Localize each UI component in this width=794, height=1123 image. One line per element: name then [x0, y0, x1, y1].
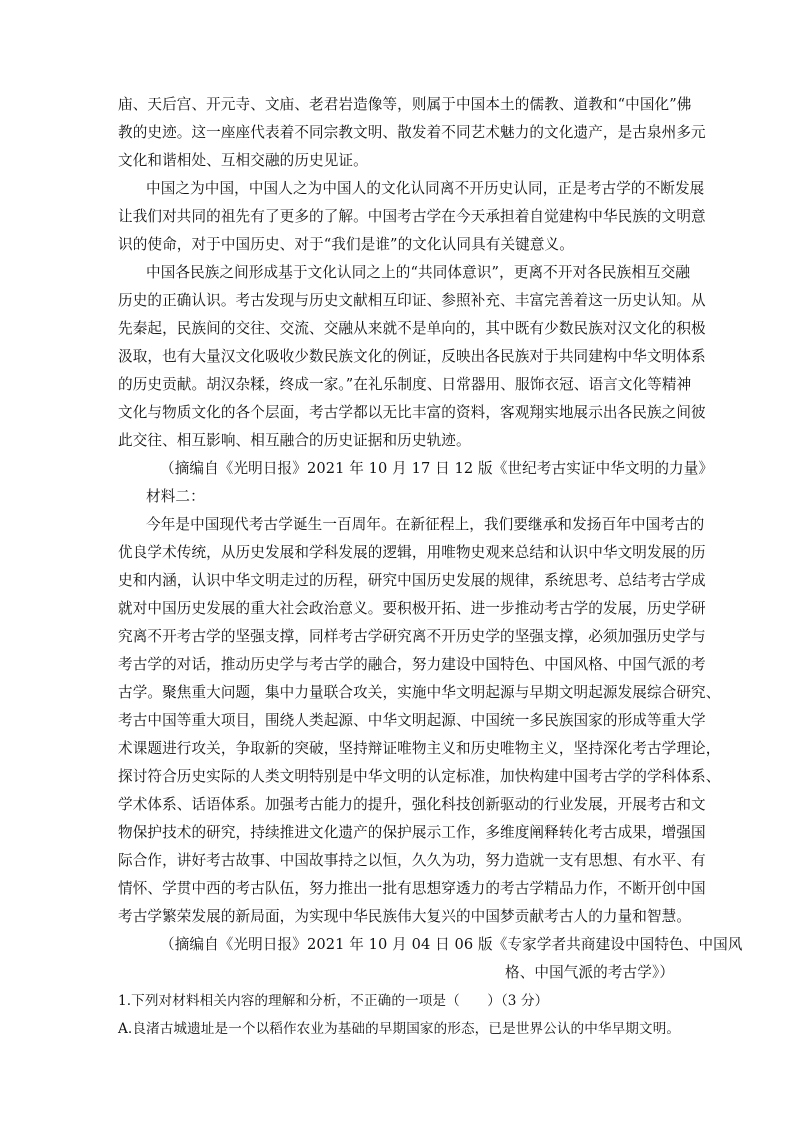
- paragraph-line: 探讨符合历史实际的人类文明特别是中华文明的认定标准，加快构建中国考古学的学科体系、: [118, 768, 721, 785]
- paragraph-line: 识的使命，对于中国历史、对于“我们是谁”的文化认同具有关键意义。: [118, 236, 574, 253]
- paragraph-line: 考古学的对话，推动历史学与考古学的融合，努力建设中国特色、中国风格、中国气派的考: [118, 656, 706, 673]
- paragraph-line: 情怀、学贯中西的考古队伍，努力推出一批有思想穿透力的考古学精品力作，不断开创中国: [118, 880, 706, 897]
- paragraph-line: 学术体系、话语体系。加强考古能力的提升，强化科技创新驱动的行业发展，开展考古和文: [118, 796, 706, 813]
- answer-option-a: A.良渚古城遗址是一个以稻作农业为基础的早期国家的形态，已是世界公认的中华早期文明。: [118, 1021, 681, 1037]
- paragraph-line: 古学。聚焦重大问题，集中力量联合攻关，实施中华文明起源与早期文明起源发展综合研究、: [118, 684, 721, 701]
- paragraph-line: 就对中国历史发展的重大社会政治意义。要积极开拓、进一步推动考古学的发展，历史学研: [118, 600, 706, 617]
- source-citation: （摘编自《光明日报》2021 年 10 月 17 日 12 版《世纪考古实证中华文明的力量》: [160, 460, 714, 477]
- section-heading: 材料二：: [146, 488, 205, 505]
- paragraph-line: 术课题进行攻关，争取新的突破，坚持辩证唯物主义和历史唯物主义，坚持深化考古学理论，: [118, 740, 721, 757]
- paragraph-line: 考古学繁荣发展的新局面，为实现中华民族伟大复兴的中国梦贡献考古人的力量和智慧。: [118, 908, 692, 925]
- source-citation: （摘编自《光明日报》2021 年 10 月 04 日 06 版《专家学者共商建设中国特色、中国风: [160, 936, 743, 953]
- paragraph-line: 史和内涵，认识中华文明走过的历程，研究中国历史发展的规律，系统思考、总结考古学成: [118, 572, 706, 589]
- paragraph-line: 的历史贡献。胡汉杂糅，终成一家。”在礼乐制度、日常器用、服饰衣冠、语言文化等精神: [118, 376, 692, 393]
- paragraph-line: 汲取，也有大量汉文化吸收少数民族文化的例证，反映出各民族对于共同建构中华文明体系: [118, 348, 706, 365]
- paragraph-line: 物保护技术的研究，持续推进文化遗产的保护展示工作，多维度阐释转化考古成果，增强国: [118, 824, 706, 841]
- paragraph-line: 文化与物质文化的各个层面，考古学都以无比丰富的资料，客观翔实地展示出各民族之间彼: [118, 404, 706, 421]
- paragraph-line: 先秦起，民族间的交往、交流、交融从来就不是单向的，其中既有少数民族对汉文化的积极: [118, 320, 706, 337]
- paragraph-line: 教的史迹。这一座座代表着不同宗教文明、散发着不同艺术魅力的文化遗产，是古泉州多元: [118, 124, 706, 141]
- paragraph-line: 历史的正确认识。考古发现与历史文献相互印证、参照补充、丰富完善着这一历史认知。从: [118, 292, 706, 309]
- paragraph-line: 优良学术传统，从历史发展和学科发展的逻辑，用唯物史观来总结和认识中华文明发展的历: [118, 544, 706, 561]
- paragraph-line: 此交往、相互影响、相互融合的历史证据和历史轨迹。: [118, 432, 471, 449]
- paragraph-line: 中国各民族之间形成基于文化认同之上的“共同体意识”，更离不开对各民族相互交融: [146, 264, 691, 281]
- question-stem: 1.下列对材料相关内容的理解和分析，不正确的一项是（ ）（3 分）: [118, 993, 549, 1009]
- paragraph-line: 文化和谐相处、互相交融的历史见证。: [118, 152, 368, 169]
- paragraph-line: 际合作，讲好考古故事、中国故事持之以恒，久久为功，努力造就一支有思想、有水平、有: [118, 852, 706, 869]
- paragraph-line: 今年是中国现代考古学诞生一百周年。在新征程上，我们要继承和发扬百年中国考古的: [146, 516, 705, 533]
- paragraph-line: 究离不开考古学的坚强支撑，同样考古学研究离不开历史学的坚强支撑，必须加强历史学与: [118, 628, 706, 645]
- paragraph-line: 中国之为中国，中国人之为中国人的文化认同离不开历史认同，正是考古学的不断发展: [146, 180, 705, 197]
- paragraph-line: 让我们对共同的祖先有了更多的了解。中国考古学在今天承担着自觉建构中华民族的文明意: [118, 208, 706, 225]
- paragraph-line: 考古中国等重大项目，围绕人类起源、中华文明起源、中国统一多民族国家的形成等重大学: [118, 712, 706, 729]
- paragraph-line: 庙、天后宫、开元寺、文庙、老君岩造像等，则属于中国本土的儒教、道教和“中国化”佛: [118, 96, 692, 113]
- source-citation-continued: 格、中国气派的考古学》）: [505, 964, 675, 981]
